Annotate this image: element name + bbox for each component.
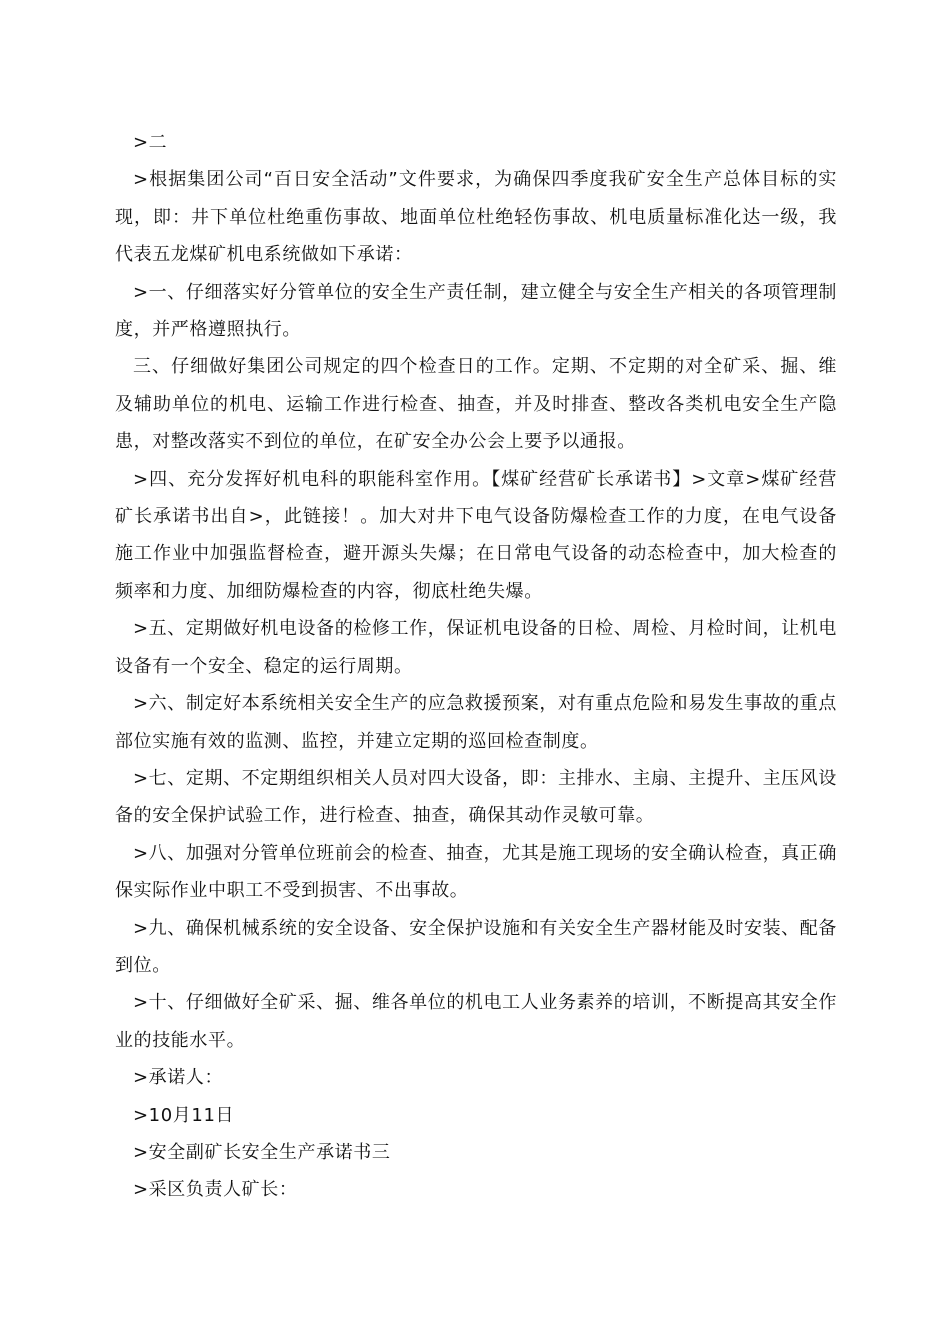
pledge-item-8: >八、加强对分管单位班前会的检查、抽查，尤其是施工现场的安全确认检查，真正确保实际作业中职工不受到损害、不出事故。	[115, 842, 837, 902]
pledge-item-4: >四、充分发挥好机电科的职能科室作用。【煤矿经营矿长承诺书】>文章>煤矿经营矿长承诺书出自>，此链接！。加大对井下电气设备防爆检查工作的力度，在电气设备施工作业中加强监督检查，避开源头失爆；在日常电气设备的动态检查中，加大检查的频率和力度、加细防爆检查的内容，彻底杜绝失爆。	[115, 468, 837, 602]
pledge-item-7: >七、定期、不定期组织相关人员对四大设备，即：主排水、主扇、主提升、主压风设备的安全保护试验工作，进行检查、抽查，确保其动作灵敏可靠。	[115, 767, 837, 827]
date-line: >10月11日	[133, 1104, 235, 1126]
signatory-label: >承诺人：	[133, 1067, 224, 1089]
responsible-person-label: >采区负责人矿长：	[133, 1179, 298, 1201]
intro-paragraph: >根据集团公司“百日安全活动”文件要求，为确保四季度我矿安全生产总体目标的实现，即：井下单位杜绝重伤事故、地面单位杜绝轻伤事故、机电质量标准化达一级，我代表五龙煤矿机电系统做如下承诺：	[115, 169, 837, 266]
pledge-item-6: >六、制定好本系统相关安全生产的应急救援预案，对有重点危险和易发生事故的重点部位实施有效的监测、监控，并建立定期的巡回检查制度。	[115, 693, 837, 752]
pledge-item-9: >九、确保机械系统的安全设备、安全保护设施和有关安全生产器材能及时安装、配备到位。	[115, 917, 837, 976]
pledge-item-3: 三、仔细做好集团公司规定的四个检查日的工作。定期、不定期的对全矿采、掘、维及辅助单位的机电、运输工作进行检查、抽查，并及时排查、整改各类机电安全生产隐患，对整改落实不到位的单位，在矿安全办公会上要予以通报。	[115, 356, 837, 453]
pledge-item-5: >五、定期做好机电设备的检修工作，保证机电设备的日检、周检、月检时间，让机电设备有一个安全、稳定的运行周期。	[115, 618, 837, 677]
document-body	[115, 124, 837, 1209]
pledge-item-1: >一、仔细落实好分管单位的安全生产责任制，建立健全与安全生产相关的各项管理制度，并严格遵照执行。	[115, 281, 837, 341]
section-number: >二	[133, 132, 168, 153]
pledge-item-10: >十、仔细做好全矿采、掘、维各单位的机电工人业务素养的培训，不断提高其安全作业的技能水平。	[115, 992, 837, 1051]
next-document-title: >安全副矿长安全生产承诺书三	[133, 1141, 391, 1163]
